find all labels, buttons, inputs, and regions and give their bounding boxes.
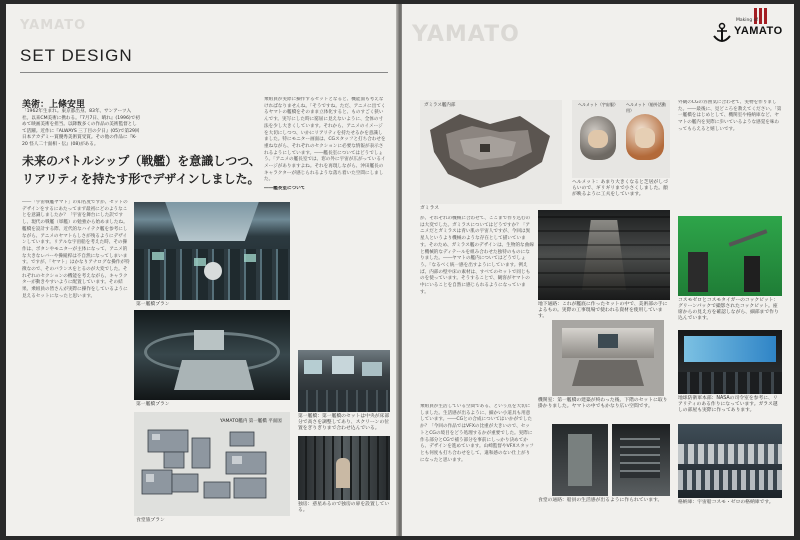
- console-screen: [152, 252, 164, 260]
- engine-room-render: [552, 320, 664, 396]
- helmet-face: [588, 130, 608, 148]
- deck-plan-drawing: [134, 412, 290, 516]
- caption-greenscreen: コスモゼロとコスモタイガーのコックピット：グリーンバックで撮影されたコックピット。座席からの見え方を確認しながら、細部まで作り込んでいます。: [678, 298, 779, 321]
- helmet-label-b: ヘルメット（船外活動用）: [626, 102, 666, 113]
- headline-line-1: 未来のバトルシップ（戦艦）を意識しつつ、: [22, 154, 261, 168]
- helmet-b: [626, 114, 664, 160]
- console-row: [298, 390, 390, 412]
- caption-bridge-plan: 第一艦橋プラン: [136, 302, 170, 307]
- hangar-photo: [678, 424, 782, 498]
- corridor-photo: [538, 210, 670, 300]
- interview-column-4: 乗組員が生活している空間である、という点を大切にしました。生活感が出るように、細かい小道具も用意しています。――CGとの合成についてはいかがでしたか？「今回の作品ではVFXの比重が大きいので、セットとCGの境目をどう処理するかが重要でした。実際に作る部分とCGで補う部分を事前にしっかり決めてから、デザインを進めています。山崎監督やVFXスタッフとも何度も打ち合わせをして、違和感のない仕上がりになったと思います。: [420, 404, 534, 463]
- anchor-icon: [712, 22, 732, 44]
- crew-figure: [688, 252, 708, 292]
- watermark-logo-large: YAMATO: [412, 22, 520, 47]
- bridge-render-photo: [134, 202, 290, 300]
- caption-prison: 独房：惑星あるので独房の扉を設置している。: [298, 502, 390, 513]
- deck-plan-diagram: [134, 412, 290, 516]
- deck-plan-label: YAMATO艦内 第一艦橋 平面図: [220, 419, 282, 424]
- helmet-label-a: ヘルメット（宇宙服）: [578, 102, 618, 107]
- monitor: [304, 360, 322, 374]
- mess-hall-photo: [552, 424, 608, 496]
- crew-row: [678, 470, 782, 490]
- caption-deck-plan: 食堂旅プラン: [136, 518, 165, 523]
- section-title: SET DESIGN: [20, 46, 133, 65]
- actor-figure: [336, 458, 350, 488]
- caption-bridge-photo: 第一艦橋：第一艦橋のセットは中央が床部分で高さを調整してあり、スクリーンの位置をぎりぎりまで合わせ込んでいる。: [298, 414, 390, 431]
- left-page: [6, 4, 398, 536]
- console-screen: [244, 254, 256, 262]
- interview-column-5: 外観のCGの雰囲気に合わせて、実物を作りました。――最後に、見どころを教えてください。「第一艦橋をはじめとして、機関室や格納庫など、ヤマトの艦内を実際に歩いているような感覚を味わってもらえると嬉しいです。: [678, 100, 782, 132]
- captain-seat: [204, 262, 222, 280]
- brand-name: YAMATO: [734, 25, 783, 37]
- magazine-spread: [6, 4, 794, 536]
- engine-console: [572, 360, 644, 386]
- brand-sub: Making of: [736, 18, 758, 23]
- hq-screen: [684, 336, 776, 362]
- yamato-brand: [712, 18, 786, 50]
- engine-screen: [598, 334, 618, 348]
- watermark-logo: YAMATO: [20, 18, 87, 33]
- bridge-interior-render: [134, 310, 290, 400]
- helmet-photo: [572, 100, 670, 178]
- caption-mess-hall: 食堂の通路：船員の生活感が出るように作られています。: [538, 498, 663, 503]
- interview-heading: ――艦長室について: [264, 186, 306, 191]
- hall-door: [568, 434, 592, 486]
- helmet-a: [580, 116, 616, 160]
- caption-bunk: 格納庫：宇宙船コスモ・ゼロの格納庫です。: [678, 500, 774, 505]
- title-rule: [20, 72, 388, 73]
- lab-racks: [620, 438, 660, 478]
- right-page: [402, 4, 794, 536]
- credit-title: 美術：上條安里: [22, 100, 86, 110]
- gamilas-ship-drawing: [420, 100, 562, 204]
- monitor: [332, 356, 354, 374]
- lab-photo: [612, 424, 670, 496]
- credit-bio: 「1962年生まれ。東京都出身。83年、サンアーツ入社。以来CM美術に携わる。『7月7日、晴れ』(1996)で初めて映画美術を担当。以降数多くの作品の美術監督として活躍。近作に『ALWAYS 三丁目の夕日』(05)で第29回日本アカデミー賞優秀美術賞受賞。その他の作品に『K-20 怪人二十面相・伝』(08)がある。: [22, 109, 140, 147]
- bridge-window: [194, 330, 224, 350]
- corridor-beams: [538, 210, 670, 300]
- hq-desks: [678, 372, 782, 394]
- bridge-set-photo: [298, 350, 390, 412]
- interview-column-3: が、それぞれの機械に合わせて、ここまで作り込むのは大変でした。ガミラスについてはどうですか？「アニメだとガミラスは青い肌の宇宙人ですが、今回は異星人というより機械のような存在として描いています。そのため、ガミラス艦のデザインは、生物的な曲線と機械的なディテールを組み合わせた独特のものになりました。――ヤマトの艦内についてはどうでしょう。「なるべく統一感を出すようにしています。例えば、内部の壁や床の素材は、すべてのセットで同じものを使っています。そうすることで、観客がヤマトの中にいることを自然に感じられるようになっています。: [420, 216, 534, 295]
- hq-photo: [678, 330, 782, 394]
- bridge-window: [165, 202, 259, 241]
- caption-helmet: ヘルメット：あまり大きくなると芝居がしづらいので、ギリギリまで小さくしました。顔が映るように工夫をしています。: [572, 180, 668, 197]
- prison-cell-photo: [298, 436, 390, 500]
- caption-corridor: 地下通路：これが艦底に作ったセットの中で、美術部の手によるもの。実際の工事現場で使われる資材を使用しています。: [538, 302, 668, 319]
- crew-figure: [744, 256, 760, 292]
- console-screen: [194, 258, 206, 266]
- bridge-floor: [174, 360, 254, 390]
- helmet-face: [635, 128, 655, 148]
- caption-model-sub: ガミラス: [420, 206, 440, 211]
- headline-line-2: リアリティを持たす形でデザインしました。: [22, 172, 260, 186]
- camera-crane: [729, 229, 768, 246]
- headline: [22, 152, 262, 188]
- model-label: ガミラス艦内部: [424, 103, 456, 108]
- caption-engine-plan: 第一艦橋プラン: [136, 402, 170, 407]
- gamilas-model-render: [420, 100, 562, 204]
- greenscreen-photo: [678, 216, 782, 296]
- caption-engine-room: 機関室：第一艦橋の建築が終わった後、下階のセットに取り掛かりました。ヤマトの中でもかなり広い空間です。: [538, 398, 668, 409]
- interview-column-2: 乗組員が実際に操作するセットとなると、機能面も考えなければなりませんね。「そうですね。ただ、アニメに出てくるヤマトの艦橋をそのまま立体化すると、ものすごく狭いんです。実写にした時に窮屈に見えないように、全体の寸法を少し大きくしています。それから、アニメのイメージを大切にしつつ、いかにリアリティを持たせるかを意識しました。特にモニター画面は、CGスタッフと打ち合わせを重ねながら、それぞれのセクションに必要な情報が表示されるようにしています。――艦長室についてはどうでしょう。「アニメの艦長室では、窓の外に宇宙が広がっているイメージがありますよね。それを再現しながら、沖田艦長のキャラクターが感じられるような落ち着いた空間にしました。: [264, 97, 386, 183]
- crew-row: [678, 444, 782, 464]
- interview-column-1: ――「宇宙戦艦ヤマト」の知名度ですが、セットのデザインをするにあたってまず最初にどのようなことを意識しましたか？「宇宙を舞台にした訳ですし、現代の戦艦（軍艦）の勉強から始めましたね。艦橋を設計する際、近代的なハイテク艦を参考にしながら、アニメのヤマトらしさが残るようにデザインしています。リアルな宇宙船を考えた時、その操作は、ボタンやモニターが主体になって、アニメ的な大きなレバーや操縦桿は不自然になってしまいます。ですが、「ヤマト」はかなりアナログな操作が特徴なので、そのバランスをとるのが大変でした。それぞれのセクションの機能を考えながら、キャラクターが動きやすいように配置しています。その結果、乗組員の皆さんが実際に操作をしているように見えるセットになったと思います。: [22, 200, 130, 299]
- caption-research: 地球防衛軍本部：NASAの司令室を参考に、リアリティのある作りになっています。ガラス越しの部屋も実際に作ってあります。: [678, 396, 778, 413]
- monitor: [362, 362, 382, 376]
